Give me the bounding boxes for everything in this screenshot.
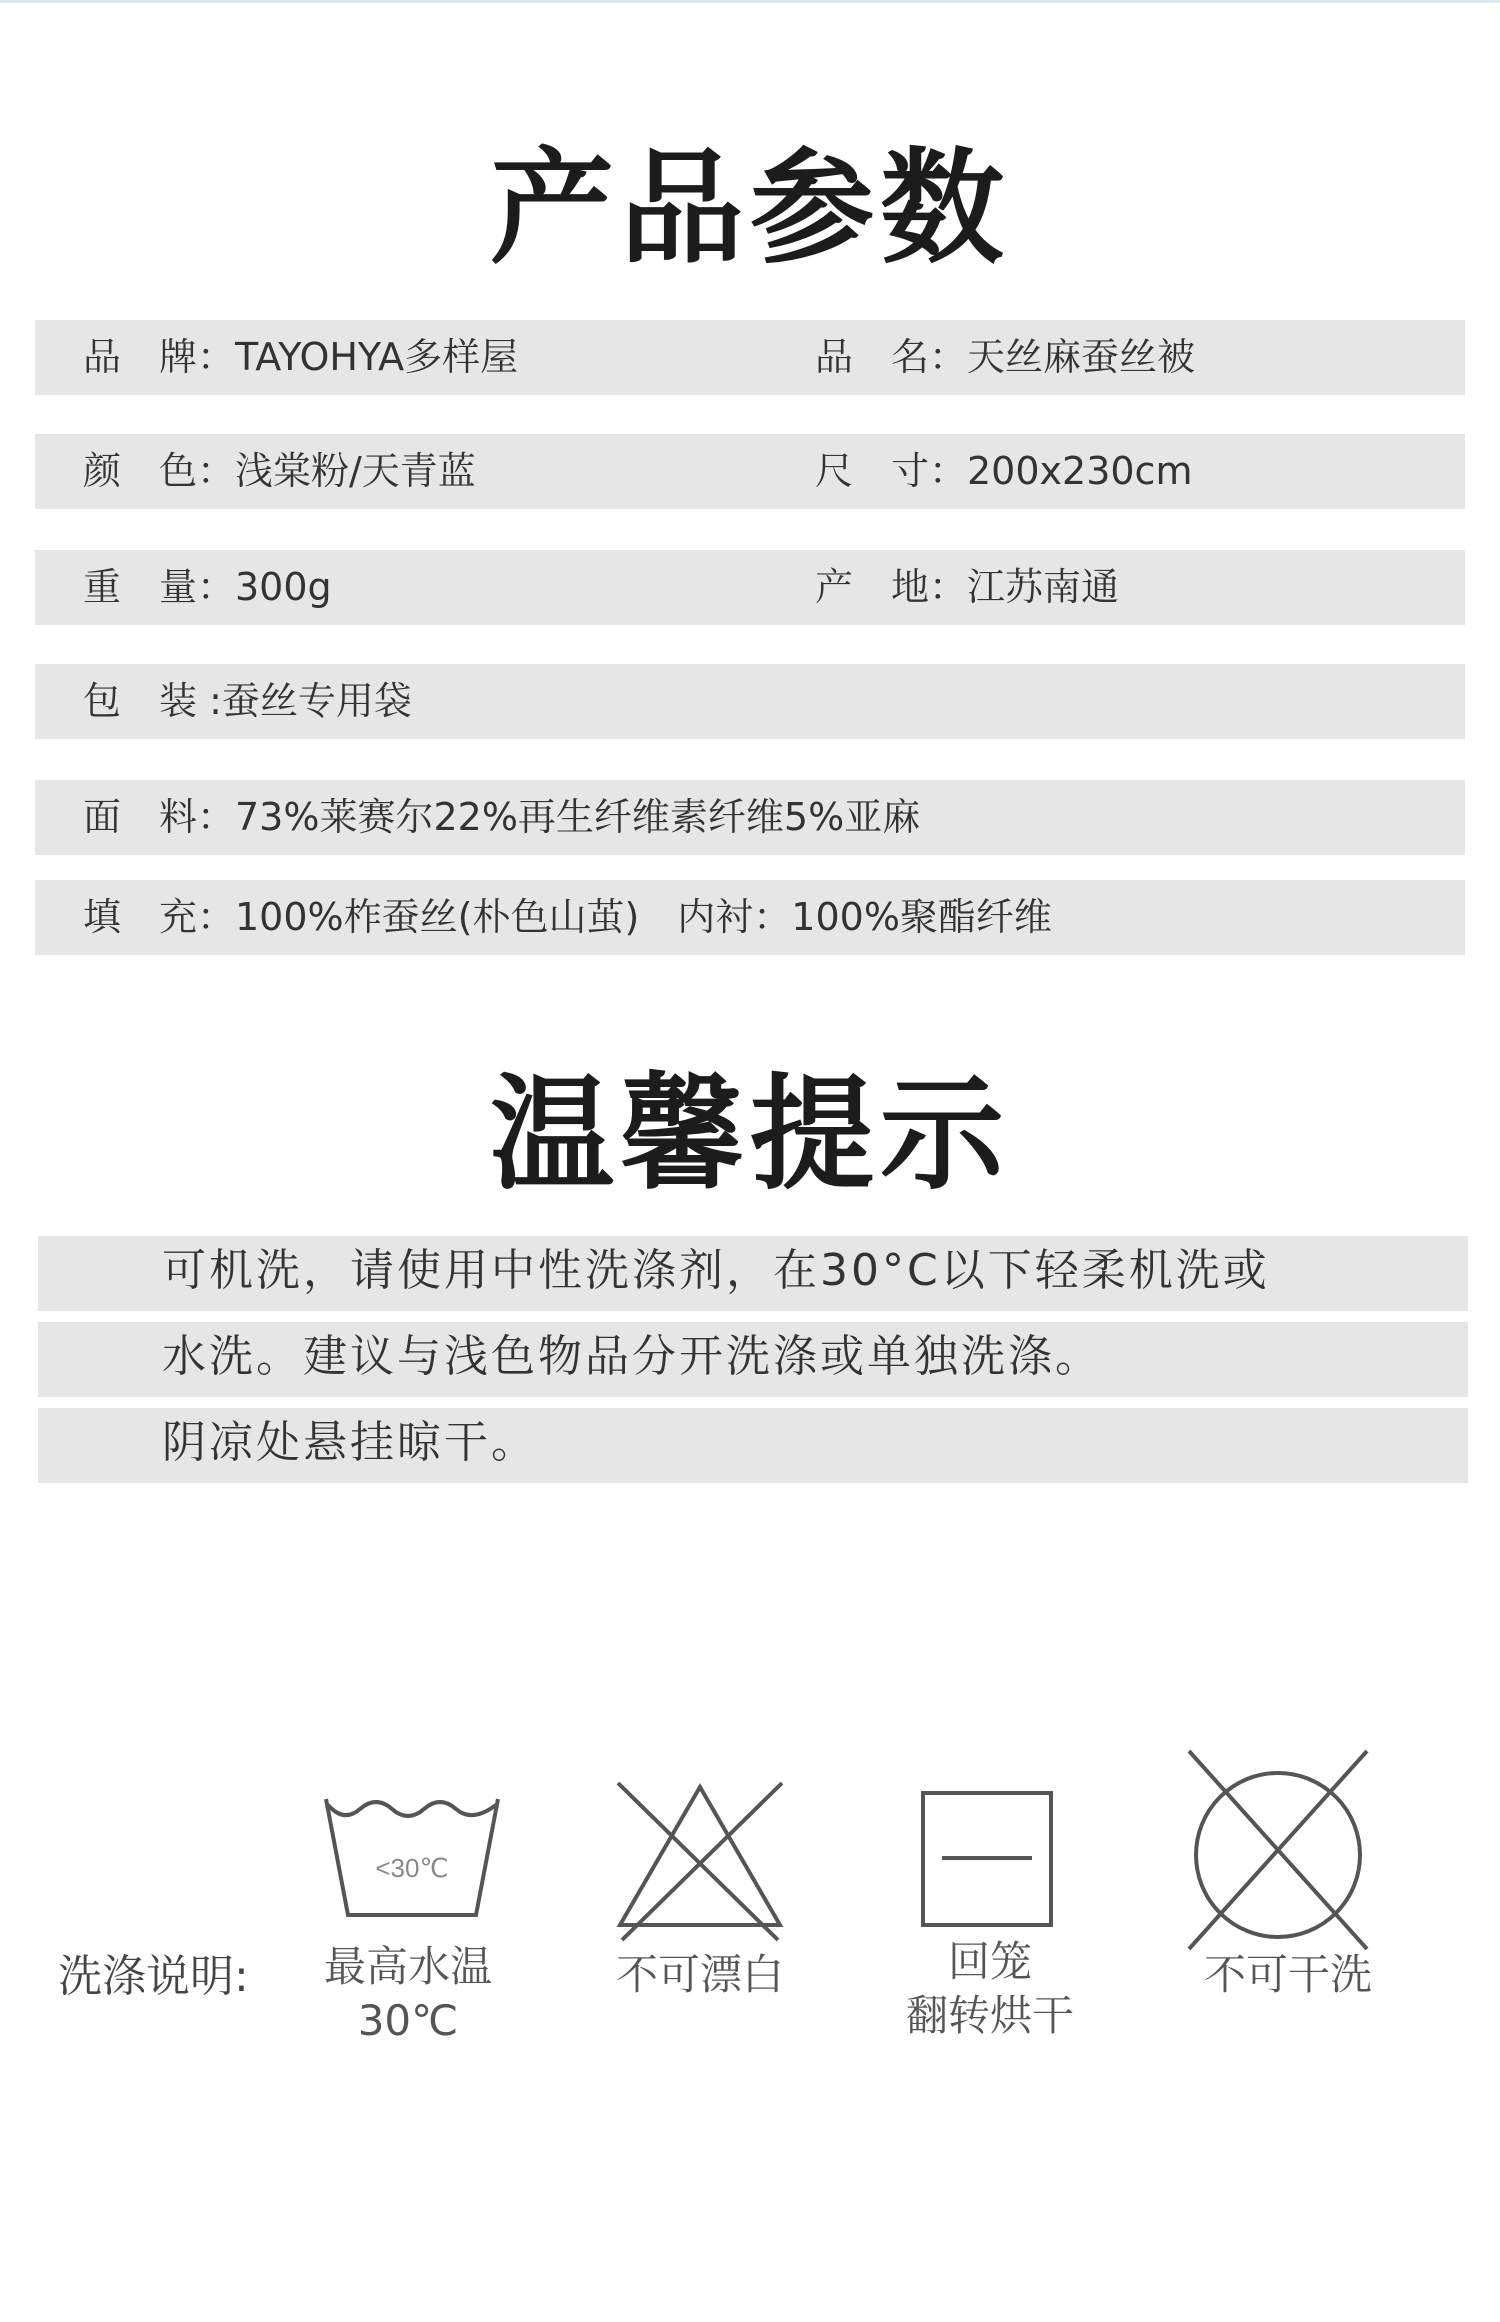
- care-item-max-temp: [298, 1940, 518, 2048]
- care-label: 不可漂白: [615, 1950, 784, 1999]
- care-label: 翻转烘干: [905, 1991, 1074, 2040]
- tip-row: [38, 1408, 1468, 1483]
- no-bleach-icon: [610, 1775, 790, 1945]
- top-border: [0, 0, 1500, 3]
- tip-row: [38, 1236, 1468, 1311]
- param-left: 包 装 :蚕丝专用袋: [83, 679, 412, 723]
- tip-line: 阴凉处悬挂晾干。: [162, 1417, 538, 1468]
- param-left: 品 牌：TAYOHYA多样屋: [83, 335, 519, 379]
- tip-line: 水洗。建议与浅色物品分开洗涤或单独洗涤。: [162, 1331, 1102, 1382]
- no-dry-clean-icon: [1183, 1745, 1373, 1955]
- param-row: [35, 780, 1465, 855]
- param-left: 填 充：100%柞蚕丝(朴色山茧) 内衬：100%聚酯纤维: [83, 895, 1052, 939]
- care-label: 最高水温: [323, 1942, 492, 1991]
- param-row: [35, 434, 1465, 509]
- tip-line: 可机洗，请使用中性洗涤剂，在30°C以下轻柔机洗或: [162, 1245, 1270, 1296]
- tip-row: [38, 1322, 1468, 1397]
- param-right: 尺 寸：200x230cm: [815, 449, 1193, 493]
- param-left: 面 料：73%莱赛尔22%再生纤维素纤维5%亚麻: [83, 795, 921, 839]
- param-right: 品 名：天丝麻蚕丝被: [815, 335, 1196, 379]
- param-row: [35, 880, 1465, 955]
- care-label: 30℃: [357, 1996, 459, 2045]
- param-row: [35, 320, 1465, 395]
- care-item-no-bleach: [580, 1948, 820, 2002]
- care-label: 回笼: [947, 1937, 1032, 1986]
- param-left: 颜 色：浅棠粉/天青蓝: [83, 449, 476, 493]
- care-title: 洗涤说明:: [58, 1951, 249, 2002]
- tumble-dry-icon: [920, 1790, 1055, 1930]
- tips-title: 温馨提示: [489, 1063, 1010, 1207]
- care-label: 不可干洗: [1203, 1950, 1372, 1999]
- param-left: 重 量：300g: [83, 565, 332, 609]
- params-title: 产品参数: [489, 137, 1010, 281]
- param-row: [35, 664, 1465, 739]
- care-item-tumble-dry: [880, 1935, 1100, 2043]
- param-row: [35, 550, 1465, 625]
- care-item-no-dry-clean: [1178, 1948, 1398, 2002]
- wash-tub-text: <30℃: [375, 1853, 449, 1883]
- param-right: 产 地：江苏南通: [815, 565, 1120, 609]
- wash-tub-icon: [322, 1795, 502, 1920]
